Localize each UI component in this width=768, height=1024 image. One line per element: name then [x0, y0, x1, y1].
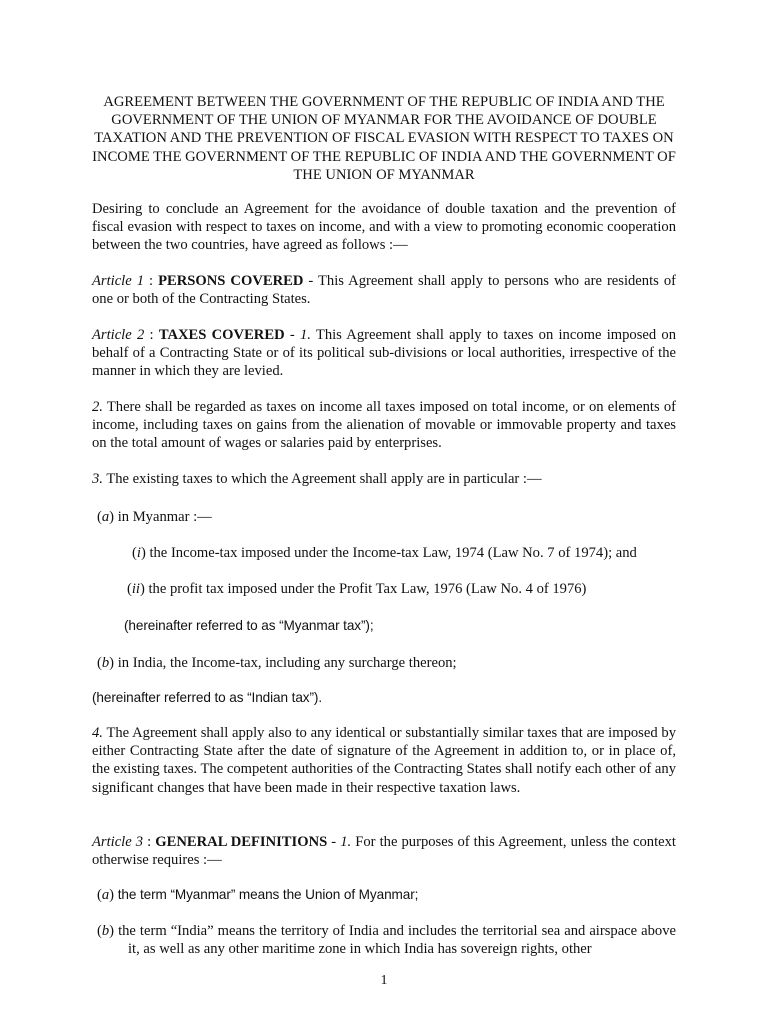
article-3-paragraph: [92, 833, 676, 869]
preamble-paragraph: Desiring to conclude an Agreement for the avoidance of double taxation and the prevention of fiscal evasion with respect to taxes on income, and with a view to promoting economic cooperation between the two countries, have agreed as follows :—: [92, 201, 676, 254]
article-2-number: 1.: [299, 327, 311, 343]
paragraph-3-number: 3.: [92, 471, 103, 487]
paragraph-2-text: There shall be regarded as taxes on income all taxes imposed on total income, or on elements of income, including taxes on gains from the alienation of movable or immovable property and taxes on the total amount of wages or salaries paid by enterprises.: [92, 399, 676, 452]
article-2-label: Article 2: [92, 327, 145, 343]
item-b-close: ): [109, 655, 115, 671]
article-2-separator: :: [144, 327, 159, 343]
paragraph-2: [92, 398, 676, 453]
article-1-label: Article 1: [92, 273, 145, 289]
item-i-close: ): [140, 545, 146, 561]
item-b-open: (: [97, 655, 102, 671]
article-3-text: For the purposes of this Agreement, unless the context otherwise requires :—: [92, 834, 676, 869]
item-ii: [127, 580, 687, 598]
item-a-letter: a: [101, 509, 110, 525]
article-1-separator: :: [144, 273, 159, 289]
item-a-open: (: [97, 509, 102, 525]
page-number: 1: [380, 973, 388, 988]
item-b-text: in India, the Income-tax, including any surcharge thereon;: [114, 655, 457, 671]
article-1-text: - This Agreement shall apply to persons who are residents of one or both of the Contracting States.: [92, 273, 676, 308]
paragraph-4-number: 4.: [92, 725, 103, 741]
definition-a-open: (: [97, 887, 102, 903]
item-i-letter: i: [136, 545, 141, 561]
definition-b-open: (: [97, 923, 102, 939]
indian-tax-reference: (hereinafter referred to as “Indian tax”).: [92, 690, 323, 705]
paragraph-2-number: 2.: [92, 399, 103, 415]
definition-b-close: ): [109, 923, 115, 939]
item-i-text: the Income-tax imposed under the Income-tax Law, 1974 (Law No. 7 of 1974); and: [145, 545, 637, 561]
article-3-dash: -: [327, 834, 341, 850]
definition-a-letter: a: [101, 887, 110, 903]
article-1-heading: PERSONS COVERED: [158, 273, 304, 289]
article-1-paragraph: [92, 272, 676, 308]
article-3-separator: :: [143, 834, 156, 850]
item-a: [97, 508, 681, 526]
definition-a-text: the term “Myanmar” means the Union of Myanmar;: [117, 887, 419, 902]
article-2-heading: TAXES COVERED: [158, 327, 285, 343]
item-ii-letter: ii: [131, 581, 140, 597]
article-2-text: This Agreement shall apply to taxes on income imposed on behalf of a Contracting State or of its political sub-divisions or local authorities, irrespective of the manner in which they are levied.: [92, 327, 676, 380]
item-i-open: (: [132, 545, 137, 561]
myanmar-tax-reference: (hereinafter referred to as “Myanmar tax”);: [124, 618, 374, 633]
definition-b-letter: b: [101, 923, 110, 939]
definition-a-close: ): [109, 887, 115, 903]
item-b-letter: b: [101, 655, 110, 671]
definition-b-text: the term “India” means the territory of India and includes the territorial sea and airspace above it, as well as any other maritime zone in which India has sovereign rights, other: [118, 923, 676, 958]
item-b: [97, 654, 681, 672]
item-a-text: in Myanmar :—: [114, 509, 212, 525]
article-2-paragraph: [92, 326, 676, 381]
definition-b: [97, 922, 676, 958]
item-a-close: ): [109, 509, 115, 525]
item-ii-text: the profit tax imposed under the Profit Tax Law, 1976 (Law No. 4 of 1976): [144, 581, 587, 597]
item-i: [132, 544, 692, 562]
article-3-heading: GENERAL DEFINITIONS: [155, 834, 328, 850]
article-3-label: Article 3: [92, 834, 144, 850]
article-3-number: 1.: [340, 834, 352, 850]
article-2-dash: -: [284, 327, 300, 343]
agreement-title: AGREEMENT BETWEEN THE GOVERNMENT OF THE REPUBLIC OF INDIA AND THE GOVERNMENT OF THE UNION OF MYANMAR FOR THE AVOIDANCE OF DOUBLE TAXATION AND THE PREVENTION OF FISCAL EVASION WITH RESPECT TO TAXES ON INCOME THE GOVERNMENT OF THE REPUBLIC OF INDIA AND THE GOVERNMENT OF THE UNION OF MYANMAR: [92, 94, 676, 183]
paragraph-4: [92, 724, 676, 797]
item-ii-open: (: [127, 581, 132, 597]
definition-a: [97, 886, 676, 904]
item-ii-close: ): [139, 581, 145, 597]
paragraph-3-text: The existing taxes to which the Agreement shall apply are in particular :—: [102, 471, 542, 487]
paragraph-4-text: The Agreement shall apply also to any identical or substantially similar taxes that are imposed by either Contracting State after the date of signature of the Agreement in addition to, or in place of, the existing taxes. The competent authorities of the Contracting States shall notify each other of any significant changes that have been made in their respective taxation laws.: [92, 725, 676, 796]
paragraph-3: [92, 470, 676, 488]
